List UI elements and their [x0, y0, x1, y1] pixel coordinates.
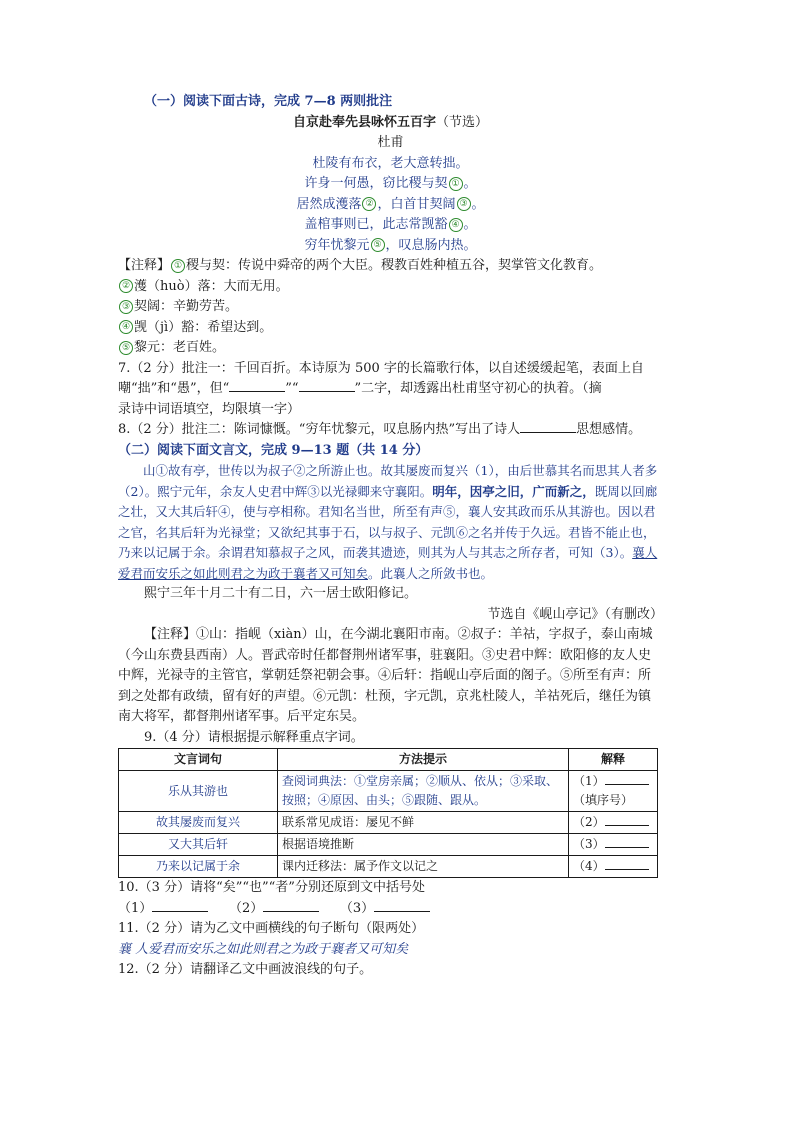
- poem-title-text: 自京赴奉先县咏怀五百字: [292, 114, 436, 130]
- question-7: 7.（2 分）批注一：千回百折。本诗原为 500 字的长篇歌行体，以自述缓缓起笔，表面上自 嘲“拙”和“愚”，但“ ”“ ”二字，却透露出杜甫坚守初心的执着。（摘 录诗中词语填空，均限填一字）: [118, 360, 644, 417]
- question-9-table: [118, 748, 658, 878]
- underlined-sentence: 襄人爱君而安乐之如此则君之为政于襄者又可知矣: [118, 545, 658, 581]
- note-marker: ②: [362, 197, 376, 211]
- section1-heading: （一）阅读下面古诗，完成 7—8 两则批注: [144, 94, 393, 109]
- table-row: 故其屡废而复兴 联系常见成语：屡见不鲜 （2）: [119, 812, 658, 834]
- question-11-sentence: 襄 人爱君而安乐之如此则君之为政于襄者又可知矣: [118, 941, 409, 957]
- poem-line: 穷年忧黎元 ⑤ ，叹息肠内热。: [304, 237, 477, 253]
- answer-blank[interactable]: [299, 379, 355, 392]
- question-10: 10.（3 分）请将“矣”“也”“者”分别还原到文中括号处: [118, 880, 425, 895]
- answer-blank[interactable]: [605, 857, 649, 870]
- answer-blank[interactable]: [263, 899, 319, 912]
- document-page: [118, 92, 663, 981]
- question-11: 11.（2 分）请为乙文中画横线的句子断句（限两处）: [118, 921, 425, 936]
- answer-blank[interactable]: [605, 813, 649, 826]
- note-marker: ③: [457, 197, 471, 211]
- poem-line: 居然成濩落 ② ，白首甘契阔 ③ 。: [296, 196, 485, 212]
- answer-blank[interactable]: [520, 420, 576, 433]
- poem-title: [118, 113, 663, 134]
- poem-note: 【注释】 ① 稷与契：传说中舜帝的两个大臣。稷教百姓种植五谷，契掌管文化教育。: [118, 258, 603, 273]
- section2-heading: （二）阅读下面文言文，完成 9—13 题（共 14 分）: [118, 442, 429, 458]
- poem-line: 许身一何愚，窃比稷与契 ① 。: [304, 176, 477, 191]
- answer-blank[interactable]: [152, 899, 208, 912]
- answer-blank[interactable]: [374, 899, 430, 912]
- question-9: 9.（4 分）请根据提示解释重点字词。: [144, 729, 364, 745]
- poem-line: 杜陵有布衣，老大意转拙。: [312, 155, 469, 171]
- answer-blank[interactable]: [605, 772, 649, 785]
- question-8: 8.（2 分）批注二：陈词慷慨。“穷年忧黎元，叹息肠内热”写出了诗人 思想感情。: [118, 422, 642, 437]
- note-marker: ⑤: [371, 238, 385, 252]
- table-row: 乐从其游也 查阅词典法：①堂房亲属；②顺从、依从；③采取、按照；④原因、由头；⑤跟随、跟从。 （1） （填序号）: [119, 771, 658, 812]
- passage-date: 熙宁三年十月二十有二日，六一居士欧阳修记。: [144, 586, 418, 601]
- table-row: 乃来以记属于余 课内迁移法：属予作文以记之 （4）: [119, 856, 658, 878]
- question-10-blanks: （1） （2） （3）: [118, 899, 663, 920]
- poem-author: 杜甫: [377, 135, 404, 150]
- poem-note: ⑤ 黎元：老百姓。: [118, 338, 663, 359]
- answer-blank[interactable]: [229, 379, 285, 392]
- table-row: 又大其后轩 根据语境推断 （3）: [119, 834, 658, 856]
- answer-blank[interactable]: [605, 835, 649, 848]
- poem-note: ② 濩（huò）落：大而无用。: [118, 277, 663, 298]
- poem-note: ③ 契阔：辛勤劳苦。: [118, 297, 663, 318]
- poem-note: ④ 觊（jì）豁：希望达到。: [118, 318, 663, 339]
- classical-passage: 山①故有亭，世传以为叔子②之所游止也。故其屡废而复兴（1），由后世慕其名而思其人者多（2）。熙宁元年，余友人史君中辉③以光禄卿来守襄阳。明年，因亭之旧，广而新之，既周以回廊之壮，又大其后轩④，使与亭相称。君知名当世，所至有声⑤，襄人安其政而乐从其游也。因以君之官，名其后轩为光禄堂；又欲纪其事于石，以与叔子、元凯⑥之名并传于久远。君皆不能止也，乃来以记属于余。余谓君知慕叔子之风，而袭其遗迹，则其为人与其志之所存者，可知（3）。襄人爱君而安乐之如此则君之为政于襄者又可知矣。此襄人之所敛书也。: [118, 463, 658, 581]
- question-12: 12.（2 分）请翻译乙文中画波浪线的句子。: [118, 962, 373, 977]
- poem-line: 盖棺事则已，此志常觊豁 ④ 。: [304, 217, 477, 232]
- table-header-row: 文言词句 方法提示 解释: [119, 749, 658, 771]
- passage-notes: 【注释】①山：指岘（xiàn）山，在今湖北襄阳市南。②叔子：羊祜，字叔子，泰山南城（今山东费县西南）人。晋武帝时任都督荆州诸军事，驻襄阳。③史君中辉：欧阳修的友人史中辉，光禄寺的主管官，掌朝廷祭祀朝会事。④后轩：指岘山亭后面的阁子。⑤所至有声：所到之处都有政绩，留有好的声望。⑥元凯：杜预，字元凯，京兆杜陵人，羊祜死后，继任为镇南大将军，都督荆州诸军事。后平定东吴。: [118, 627, 653, 724]
- bold-sentence: 明年，因亭之旧，广而新之，: [432, 483, 595, 499]
- note-marker: ④: [449, 218, 463, 232]
- note-marker: ①: [449, 177, 463, 191]
- passage-source: 节选自《岘山亭记》（有删改）: [487, 606, 663, 622]
- poem-title-note: （节选）: [436, 114, 489, 130]
